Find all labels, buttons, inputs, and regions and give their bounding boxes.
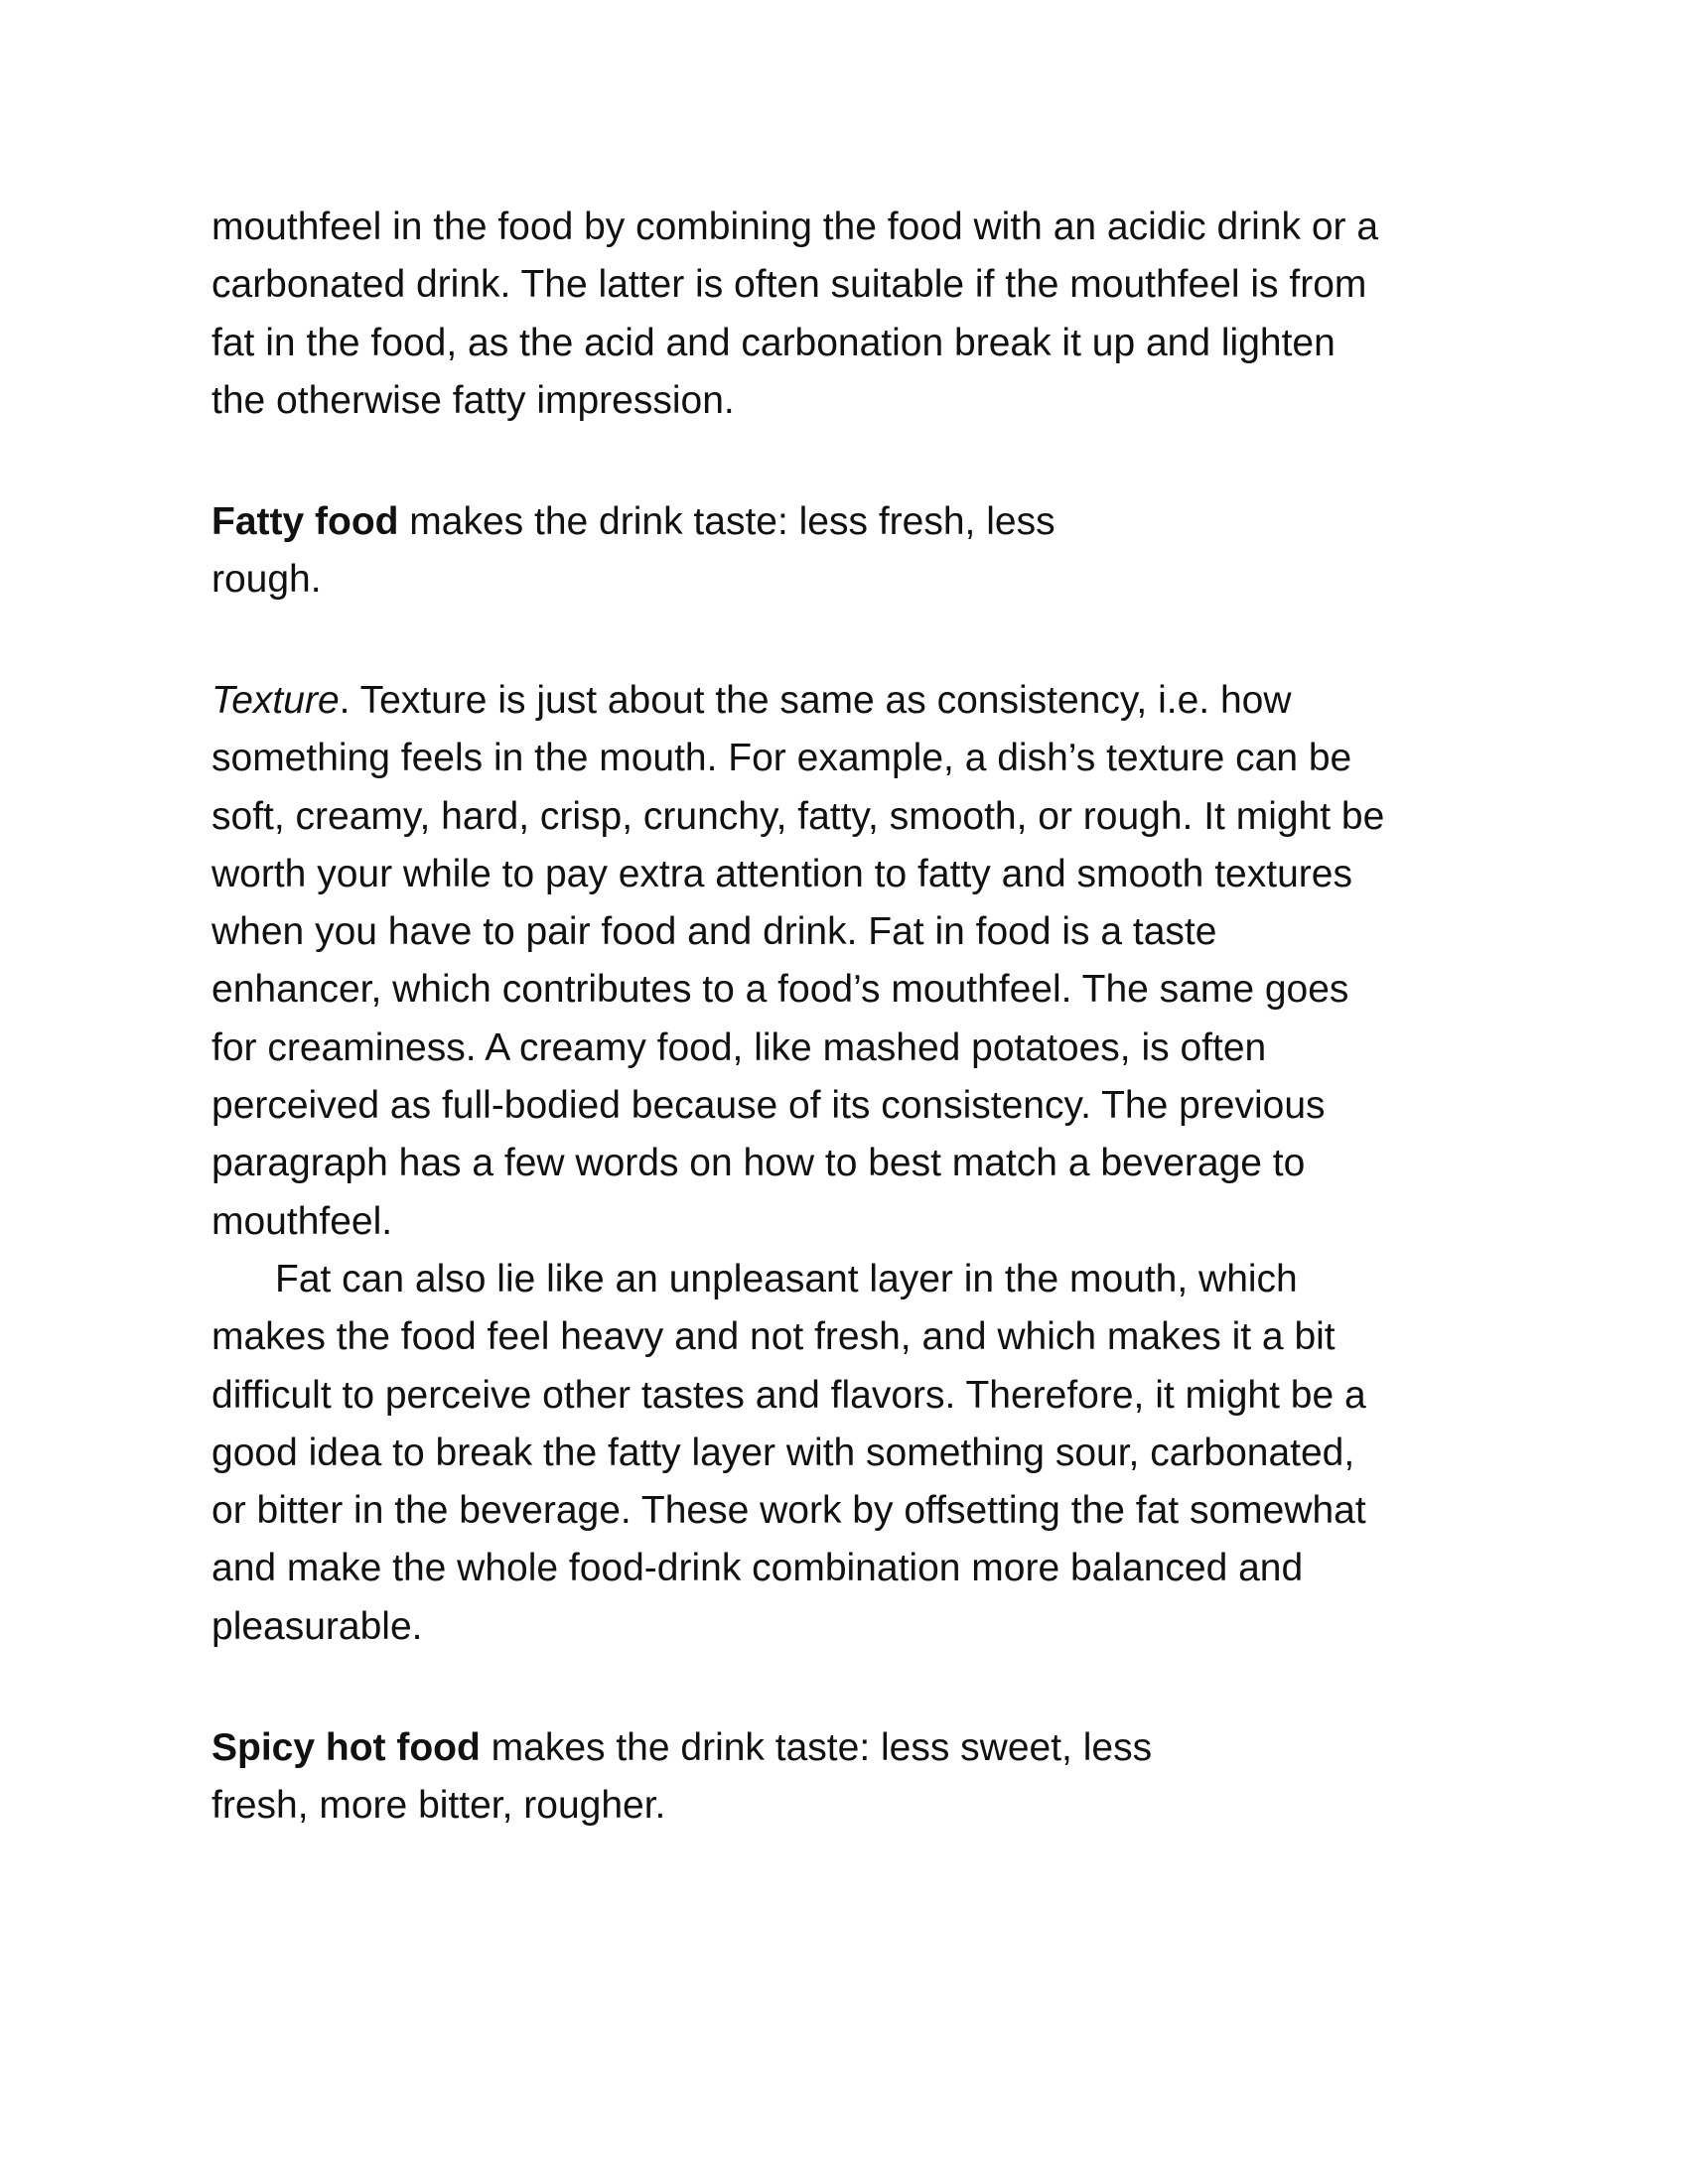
fatty-food-heading: Fatty food: [211, 500, 399, 543]
fatty-food-text: makes the drink taste: less fresh, less: [398, 500, 1055, 543]
spicy-food-text: makes the drink taste: less sweet, less: [480, 1726, 1153, 1769]
text-line: mouthfeel in the food by combining the food with an acidic drink or a: [211, 205, 1379, 248]
text-line: soft, creamy, hard, crisp, crunchy, fatty, smooth, or rough. It might be: [211, 794, 1385, 838]
text-line: [211, 672, 1492, 730]
text-line: perceived as full-bodied because of its consistency. The previous: [211, 1084, 1326, 1128]
text-line: rough.: [211, 558, 322, 602]
text-line: mouthfeel.: [211, 1199, 393, 1243]
text-line: when you have to pair food and drink. Fat in food is a taste: [211, 910, 1217, 954]
text-line: fat in the food, as the acid and carbonation break it up and lighten: [211, 321, 1336, 364]
texture-text: . Texture is just about the same as consistency, i.e. how: [339, 679, 1292, 722]
text-line: something feels in the mouth. For example, a dish’s texture can be: [211, 737, 1352, 780]
text-line: [211, 1719, 1492, 1777]
text-line: difficult to perceive other tastes and flavors. Therefore, it might be a: [211, 1373, 1366, 1417]
text-line: paragraph has a few words on how to best match a beverage to: [211, 1142, 1306, 1185]
text-line: fresh, more bitter, rougher.: [211, 1784, 666, 1828]
texture-term: Texture: [211, 679, 340, 722]
text-line: good idea to break the fatty layer with something sour, carbonated,: [211, 1431, 1355, 1474]
text-line: and make the whole food-drink combination more balanced and: [211, 1547, 1304, 1590]
texture-section: [211, 672, 1492, 1656]
spicy-food-summary: [211, 1719, 1492, 1836]
text-line: worth your while to pay extra attention to fatty and smooth textures: [211, 852, 1352, 895]
text-line: the otherwise fatty impression.: [211, 378, 735, 422]
mouthfeel-paragraph: [211, 199, 1492, 430]
spicy-food-heading: Spicy hot food: [211, 1726, 481, 1769]
text-line: or bitter in the beverage. These work by offsetting the fat somewhat: [211, 1489, 1366, 1533]
text-line: pleasurable.: [211, 1604, 423, 1648]
text-line: [211, 493, 1492, 551]
text-line: for creaminess. A creamy food, like mashed potatoes, is often: [211, 1025, 1267, 1069]
text-line: makes the food feel heavy and not fresh, and which makes it a bit: [211, 1315, 1336, 1359]
text-line: Fat can also lie like an unpleasant layer in the mouth, which: [275, 1257, 1298, 1300]
text-line: enhancer, which contributes to a food’s mouthfeel. The same goes: [211, 968, 1349, 1012]
fatty-food-summary: [211, 493, 1492, 610]
text-line: carbonated drink. The latter is often suitable if the mouthfeel is from: [211, 263, 1367, 307]
